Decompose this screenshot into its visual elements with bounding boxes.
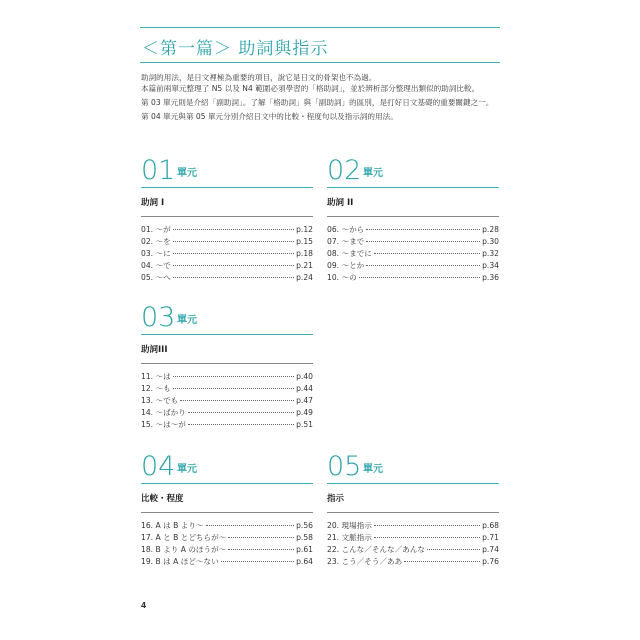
toc-item-page: p.61 xyxy=(296,545,313,554)
unit-number: 03 xyxy=(141,302,176,333)
toc-item-title: 09. ～とか xyxy=(327,261,365,270)
toc-list xyxy=(141,371,313,431)
toc-item-title: 01. ～が xyxy=(141,225,171,234)
toc-item-title: 02. ～を xyxy=(141,237,171,246)
toc-item-title: 19. B は A ほど～ない xyxy=(141,557,219,566)
intro-text xyxy=(141,72,501,122)
toc-leader xyxy=(359,277,480,278)
toc-item[interactable] xyxy=(327,544,499,556)
toc-item[interactable] xyxy=(141,248,313,260)
toc-leader xyxy=(221,561,294,562)
toc-item-page: p.40 xyxy=(296,372,313,381)
unit-topic: 助詞 I xyxy=(141,198,165,208)
page-title: ＜第一篇＞ 助詞與指示 xyxy=(142,39,329,59)
toc-item-page: p.51 xyxy=(296,420,313,429)
page-number: 4 xyxy=(141,601,147,610)
toc-item-page: p.28 xyxy=(482,225,499,234)
toc-item[interactable] xyxy=(141,383,313,395)
toc-item-page: p.24 xyxy=(296,273,313,282)
toc-item-page: p.76 xyxy=(482,557,499,566)
toc-item-page: p.56 xyxy=(296,521,313,530)
toc-item-title: 12. ～も xyxy=(141,384,171,393)
toc-item-title: 21. 文脈指示 xyxy=(327,533,372,542)
toc-leader xyxy=(366,229,480,230)
unit-04 xyxy=(141,451,313,568)
intro-paragraph-2: 本篇前兩單元整理了 N5 以及 N4 範圍必須學習的「格助詞」，並於辨析部分整理出類似的助詞比較。 xyxy=(141,84,480,93)
toc-item-title: 17. A と B とどちらが～ xyxy=(141,533,227,542)
toc-item[interactable] xyxy=(327,556,499,568)
toc-item[interactable] xyxy=(141,407,313,419)
toc-leader xyxy=(374,253,480,254)
toc-item[interactable] xyxy=(141,236,313,248)
toc-leader xyxy=(404,561,480,562)
toc-item[interactable] xyxy=(141,224,313,236)
toc-item-title: 16. A は B より～ xyxy=(141,521,204,530)
toc-item-title: 23. こう／そう／ああ xyxy=(327,557,403,566)
unit-02 xyxy=(327,155,499,284)
toc-item-page: p.30 xyxy=(482,237,499,246)
intro-paragraph-4: 第 04 單元與第 05 單元分別介紹日文中的比較・程度句以及指示詞的用法。 xyxy=(141,112,398,121)
toc-item-page: p.12 xyxy=(296,225,313,234)
toc-item[interactable] xyxy=(141,544,313,556)
unit-label: 單元 xyxy=(363,464,383,475)
unit-rule xyxy=(141,334,313,335)
toc-list xyxy=(327,520,499,568)
unit-topic: 助詞 II xyxy=(327,198,354,208)
unit-rule xyxy=(327,187,499,188)
toc-item[interactable] xyxy=(141,272,313,284)
unit-topic: 比較・程度 xyxy=(141,494,184,504)
toc-item-title: 06. ～から xyxy=(327,225,365,234)
toc-item-page: p.49 xyxy=(296,408,313,417)
toc-item[interactable] xyxy=(327,532,499,544)
unit-subrule xyxy=(327,512,499,513)
unit-label: 單元 xyxy=(177,464,197,475)
toc-leader xyxy=(366,265,480,266)
unit-number: 04 xyxy=(141,451,176,482)
toc-leader xyxy=(173,388,294,389)
toc-item-page: p.47 xyxy=(296,396,313,405)
unit-label: 單元 xyxy=(177,315,197,326)
unit-number: 01 xyxy=(141,155,176,186)
toc-item-title: 05. ～へ xyxy=(141,273,171,282)
toc-item[interactable] xyxy=(141,395,313,407)
unit-rule xyxy=(141,187,313,188)
toc-leader xyxy=(188,424,294,425)
unit-01 xyxy=(141,155,313,284)
unit-topic: 指示 xyxy=(327,494,345,504)
unit-subrule xyxy=(327,216,499,217)
toc-item-title: 03. ～に xyxy=(141,249,171,258)
intro-paragraph-3: 第 03 單元則是介紹「副助詞」。了解「格助詞」與「副助詞」的區別，是打好日文基礎的重要關鍵之一。 xyxy=(141,98,494,107)
unit-subrule xyxy=(141,512,313,513)
toc-item-title: 08. ～までに xyxy=(327,249,372,258)
toc-leader xyxy=(188,412,294,413)
toc-item[interactable] xyxy=(141,520,313,532)
toc-item-page: p.15 xyxy=(296,237,313,246)
toc-list xyxy=(141,520,313,568)
toc-item-title: 18. B より A のほうが～ xyxy=(141,545,227,554)
toc-leader xyxy=(427,549,480,550)
toc-item[interactable] xyxy=(327,248,499,260)
toc-item[interactable] xyxy=(327,224,499,236)
toc-item[interactable] xyxy=(141,532,313,544)
toc-item-title: 13. ～でも xyxy=(141,396,179,405)
unit-03 xyxy=(141,302,313,431)
toc-item-page: p.32 xyxy=(482,249,499,258)
toc-leader xyxy=(173,277,294,278)
title-rule xyxy=(140,62,500,63)
toc-leader xyxy=(173,265,294,266)
top-rule xyxy=(140,27,500,28)
unit-rule xyxy=(327,483,499,484)
intro-paragraph-1: 助詞的用法，是日文裡極為重要的項目，說它是日文的骨架也不為過。 xyxy=(141,73,377,82)
toc-list xyxy=(327,224,499,284)
toc-item-title: 07. ～まで xyxy=(327,237,365,246)
toc-item[interactable] xyxy=(327,272,499,284)
toc-item[interactable] xyxy=(327,260,499,272)
toc-leader xyxy=(173,229,294,230)
unit-label: 單元 xyxy=(177,168,197,179)
toc-item[interactable] xyxy=(141,556,313,568)
unit-label: 單元 xyxy=(363,168,383,179)
unit-subrule xyxy=(141,216,313,217)
toc-item-title: 11. ～は xyxy=(141,372,171,381)
toc-leader xyxy=(228,537,294,538)
unit-subrule xyxy=(141,363,313,364)
toc-item-page: p.21 xyxy=(296,261,313,270)
toc-item[interactable] xyxy=(141,371,313,383)
toc-item-page: p.71 xyxy=(482,533,499,542)
toc-item-page: p.64 xyxy=(296,557,313,566)
unit-topic: 助詞III xyxy=(141,345,168,355)
toc-leader xyxy=(173,376,294,377)
toc-leader xyxy=(374,525,480,526)
toc-item-page: p.34 xyxy=(482,261,499,270)
toc-leader xyxy=(228,549,294,550)
toc-item-page: p.44 xyxy=(296,384,313,393)
toc-leader xyxy=(206,525,295,526)
unit-number: 05 xyxy=(327,451,362,482)
toc-list xyxy=(141,224,313,284)
toc-item-page: p.36 xyxy=(482,273,499,282)
unit-number: 02 xyxy=(327,155,362,186)
toc-item-page: p.18 xyxy=(296,249,313,258)
toc-item[interactable] xyxy=(327,236,499,248)
toc-leader xyxy=(366,241,480,242)
toc-item[interactable] xyxy=(141,419,313,431)
toc-item-page: p.58 xyxy=(296,533,313,542)
toc-item-title: 22. こんな／そんな／あんな xyxy=(327,545,426,554)
toc-item-page: p.74 xyxy=(482,545,499,554)
toc-leader xyxy=(173,253,294,254)
toc-item[interactable] xyxy=(327,520,499,532)
toc-item[interactable] xyxy=(141,260,313,272)
toc-item-title: 14. ～ばかり xyxy=(141,408,186,417)
toc-item-title: 15. ～は～が xyxy=(141,420,186,429)
toc-leader xyxy=(374,537,480,538)
toc-leader xyxy=(173,241,294,242)
toc-item-title: 20. 現場指示 xyxy=(327,521,372,530)
toc-leader xyxy=(180,400,294,401)
unit-05 xyxy=(327,451,499,568)
toc-item-page: p.68 xyxy=(482,521,499,530)
toc-item-title: 04. ～で xyxy=(141,261,171,270)
toc-item-title: 10. ～の xyxy=(327,273,357,282)
unit-rule xyxy=(141,483,313,484)
